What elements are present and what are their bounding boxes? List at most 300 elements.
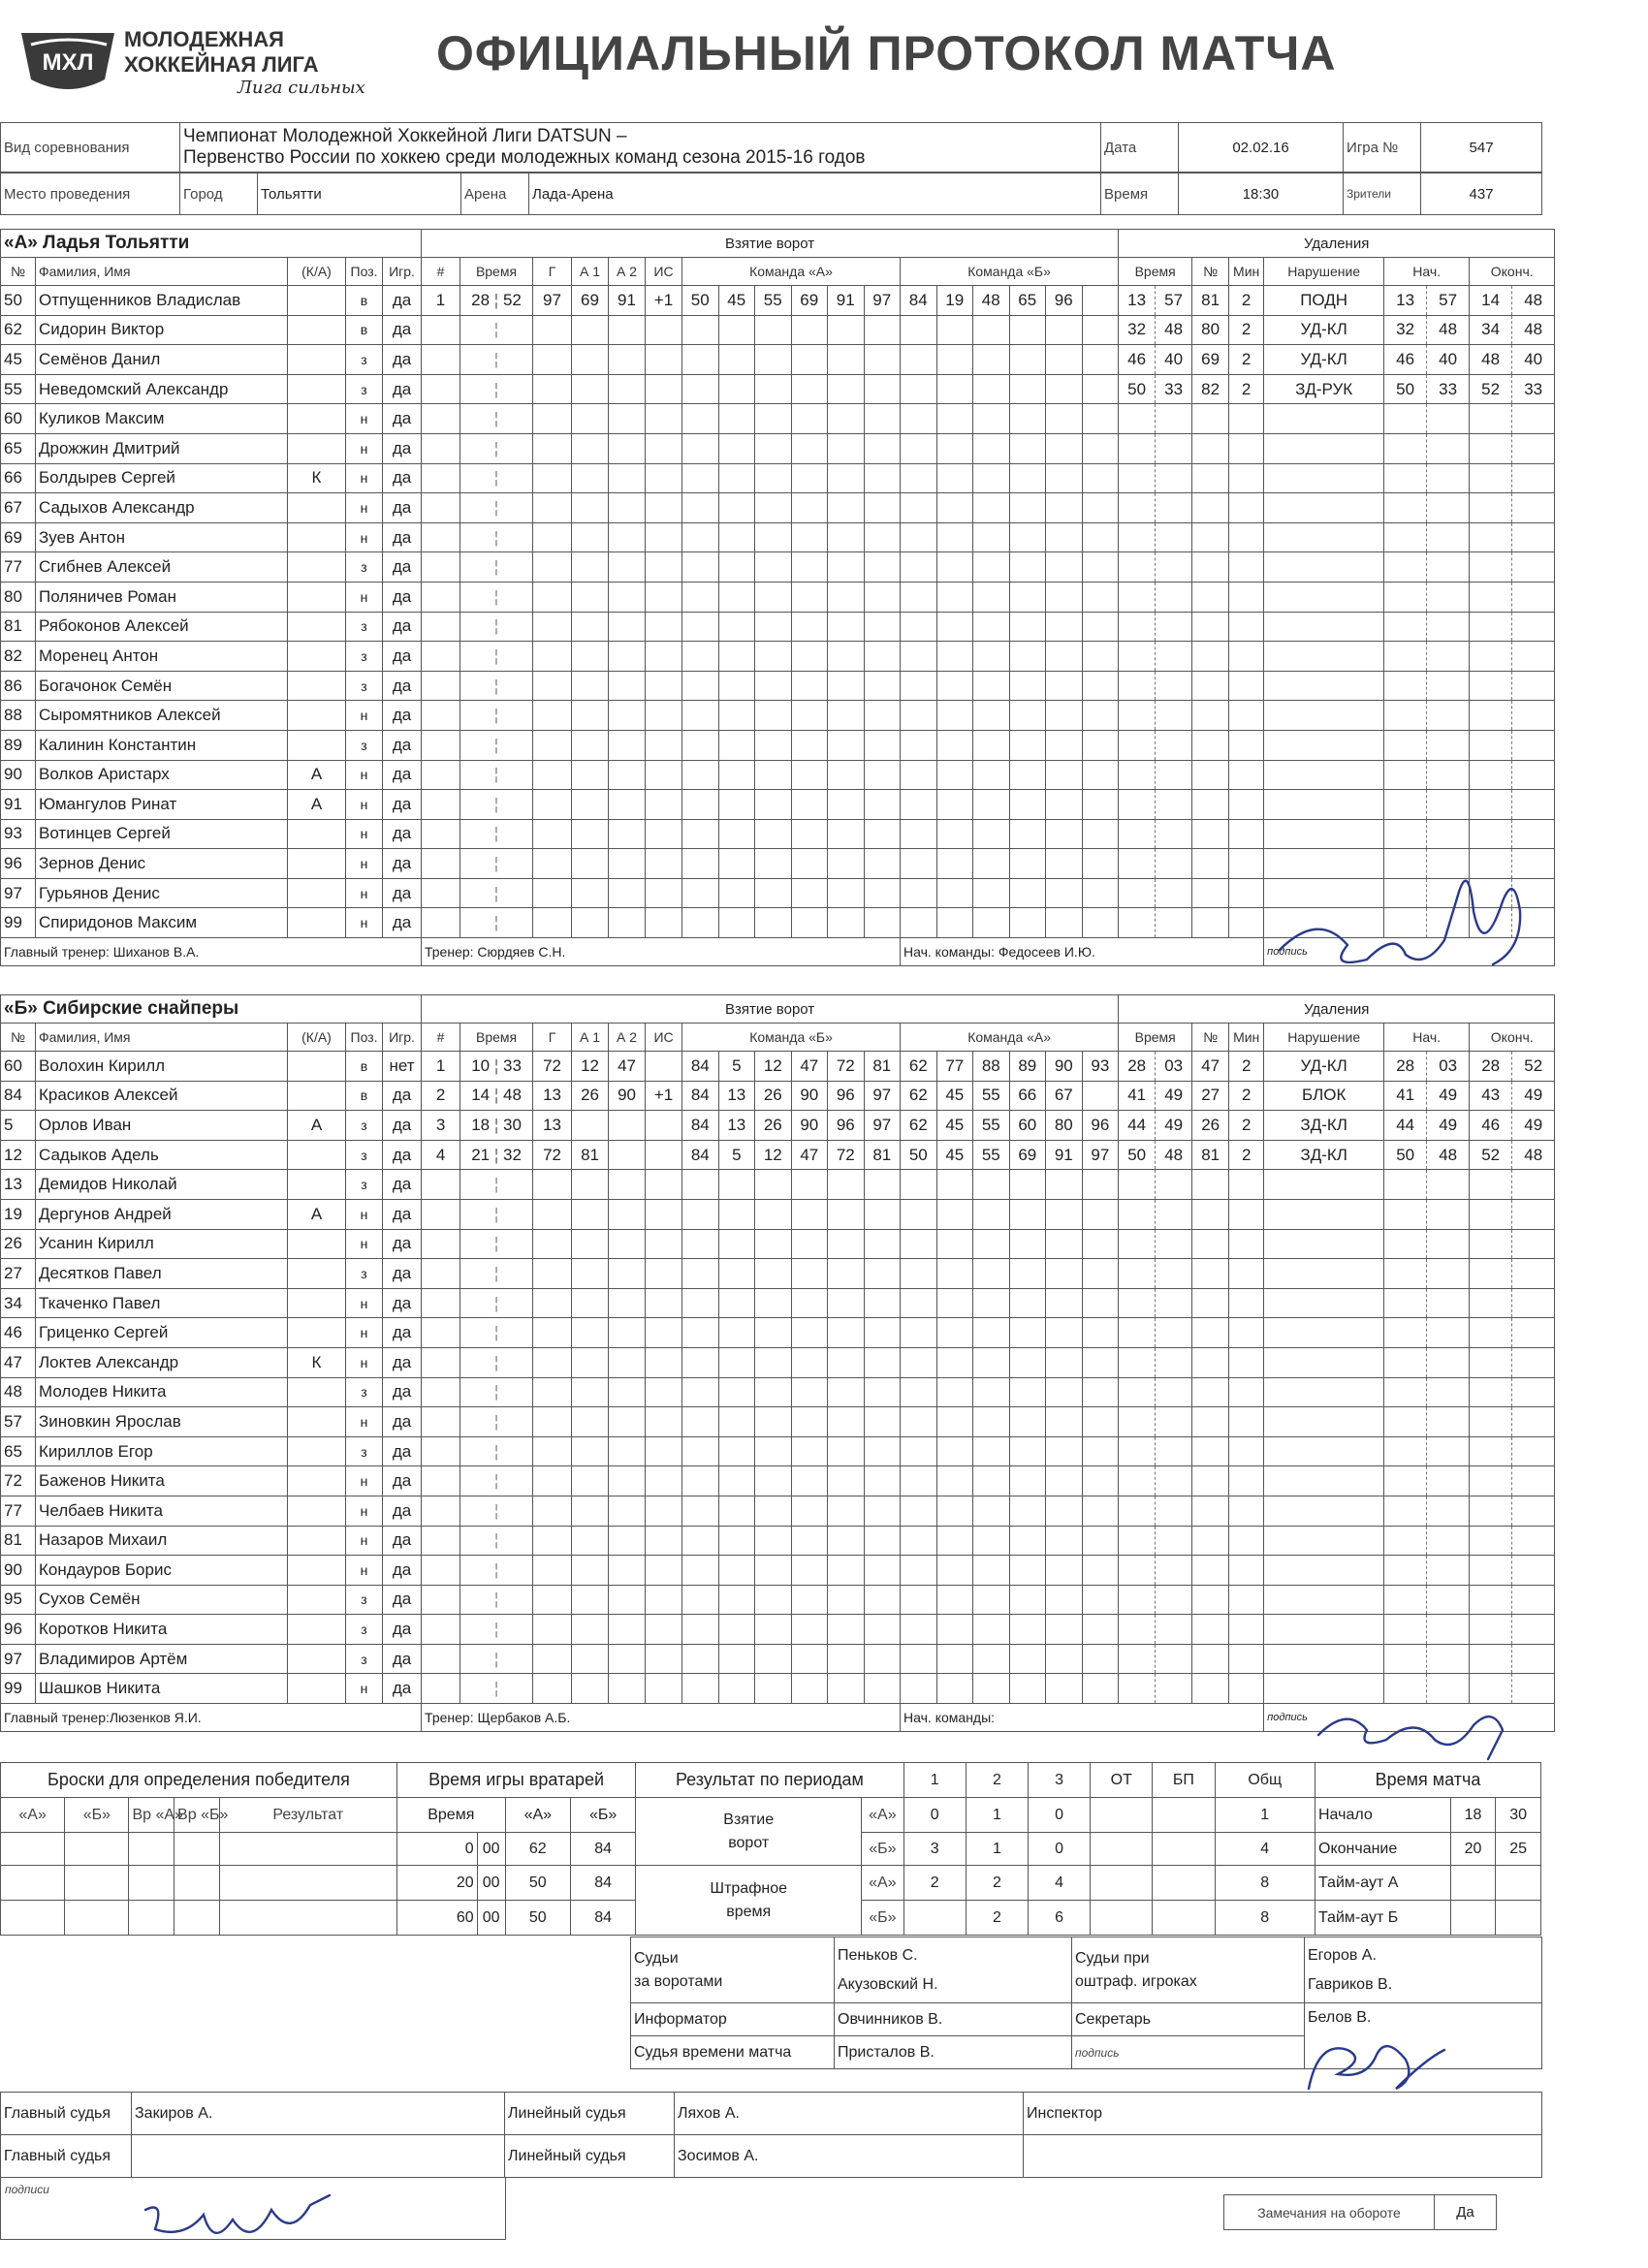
form-cell: Пеньков С. Акузовский Н. [835,1937,1072,2003]
signatures-box: подписи [0,2177,506,2240]
form-cell: 6 [1028,1901,1090,1936]
table-cell [1192,730,1229,760]
table-cell [609,582,646,612]
table-cell: 91 [609,286,646,316]
table-cell [572,493,609,523]
form-cell: 2 [903,1866,966,1901]
table-cell [1229,1288,1264,1318]
spectators-value: 437 [1421,173,1542,215]
table-cell [1082,1615,1119,1645]
table-cell [936,1585,973,1615]
form-cell: 50 [505,1866,570,1901]
table-cell: з [346,1436,383,1466]
table-cell: ¦ [460,1615,533,1645]
table-cell: Отпущенников Владислав [36,286,288,316]
table-cell [1046,463,1083,493]
table-cell [1427,701,1470,731]
table-cell [828,612,865,642]
table-cell [1427,1585,1470,1615]
player-row [1,1318,1555,1348]
table-cell: 84 [682,1111,719,1141]
table-cell [936,849,973,879]
table-cell: ¦ [460,849,533,879]
table-cell [828,908,865,938]
table-cell [973,1585,1010,1615]
table-cell: Семёнов Данил [36,345,288,375]
form-cell [1153,1798,1215,1833]
table-cell: Сухов Семён [36,1585,288,1615]
table-cell [864,1407,901,1437]
table-cell [1384,1288,1427,1318]
table-cell [1192,1674,1229,1704]
table-cell [1156,1170,1192,1200]
table-cell [572,1496,609,1526]
table-cell: Удаления [1119,230,1555,258]
table-cell: Поз. [346,1024,383,1052]
table-cell [755,345,792,375]
form-cell: «А» [505,1798,570,1833]
table-cell [1082,878,1119,908]
table-cell [1156,552,1192,583]
table-cell [791,612,828,642]
table-cell [533,1199,572,1229]
table-cell [1264,1170,1384,1200]
table-cell [791,1585,828,1615]
table-cell: з [346,552,383,583]
table-cell [646,730,682,760]
table-cell [288,374,346,404]
table-cell [1229,819,1264,849]
table-cell [718,1170,755,1200]
table-cell: 28 [1470,1052,1512,1082]
table-cell: 80 [1,582,36,612]
table-cell: Нач. команды: [901,1704,1264,1732]
table-cell: УД-КЛ [1264,315,1384,345]
table-cell [1384,1318,1427,1348]
table-cell [1264,493,1384,523]
table-cell [533,730,572,760]
table-cell [755,878,792,908]
form-cell: 1 [966,1798,1028,1833]
table-cell [1427,790,1470,820]
table-cell: Десятков Павел [36,1259,288,1289]
table-cell [682,1466,719,1496]
table-cell [288,1081,346,1111]
player-row [1,315,1555,345]
table-cell: Г [533,1024,572,1052]
table-cell [609,730,646,760]
table-cell [936,1674,973,1704]
table-cell [1470,671,1512,701]
table-cell [1470,582,1512,612]
table-cell: 66 [1,463,36,493]
table-cell [646,612,682,642]
table-cell [755,701,792,731]
table-cell: Взятие ворот [422,230,1119,258]
table-cell [422,1644,460,1674]
table-cell: 50 [1119,374,1156,404]
table-cell: ¦ [460,730,533,760]
table-cell [936,819,973,849]
table-cell: 84 [901,286,937,316]
table-cell [1427,730,1470,760]
table-cell [828,1347,865,1377]
table-cell [572,908,609,938]
table-cell [646,1259,682,1289]
table-cell: Зуев Антон [36,522,288,552]
spectators-label: Зрители [1344,173,1421,215]
table-cell: 48 [1156,1140,1192,1170]
table-cell [828,760,865,790]
table-cell: 67 [1,493,36,523]
table-cell [609,374,646,404]
table-cell [609,1111,646,1141]
table-cell: 81 [572,1140,609,1170]
table-cell [901,1556,937,1586]
table-cell [422,878,460,908]
table-cell [1427,1199,1470,1229]
form-cell: Линейный судья [505,2135,675,2178]
table-cell [572,760,609,790]
table-cell [1264,433,1384,463]
table-cell [682,552,719,583]
form-cell: 0 [903,1798,966,1833]
player-row [1,582,1555,612]
table-cell [1384,552,1427,583]
city-label: Город [180,173,258,215]
table-cell [936,642,973,672]
table-cell [1119,612,1156,642]
player-row [1,819,1555,849]
table-cell [1427,522,1470,552]
table-cell: 26 [572,1081,609,1111]
table-cell [1229,1496,1264,1526]
player-row [1,1259,1555,1289]
page-title: ОФИЦИАЛЬНЫЙ ПРОТОКОЛ МАТЧА [436,26,1337,80]
table-cell: з [346,1615,383,1645]
table-cell [1119,1229,1156,1259]
table-cell [1046,849,1083,879]
table-cell [1384,1526,1427,1556]
table-cell: УД-КЛ [1264,1052,1384,1082]
table-cell [936,1466,973,1496]
table-cell [288,878,346,908]
table-cell [936,1377,973,1407]
table-cell [1470,1199,1512,1229]
form-cell: Овчинников В. [835,2003,1072,2036]
table-cell [1156,642,1192,672]
form-cell [132,2135,505,2178]
table-cell [1470,1407,1512,1437]
table-cell [1264,1436,1384,1466]
table-cell [1192,552,1229,583]
table-cell [422,552,460,583]
table-cell [973,730,1010,760]
table-cell [828,1288,865,1318]
table-cell [288,1585,346,1615]
table-cell: 72 [828,1140,865,1170]
table-cell [1119,819,1156,849]
table-cell [1082,1318,1119,1348]
table-cell: 1 [422,286,460,316]
table-cell [1046,315,1083,345]
table-cell [682,433,719,463]
arena-value: Лада-Арена [529,173,1101,215]
table-cell: 28 ¦ 52 [460,286,533,316]
venue-label: Место проведения [1,173,180,215]
table-cell [288,1229,346,1259]
table-cell: ¦ [460,760,533,790]
table-cell [422,433,460,463]
table-cell [572,345,609,375]
table-cell [1156,1615,1192,1645]
table-cell [864,1377,901,1407]
referees-block [0,2092,1542,2178]
table-cell [791,760,828,790]
table-cell [1427,1526,1470,1556]
table-cell [646,1377,682,1407]
table-cell [1046,1526,1083,1556]
table-cell [828,819,865,849]
table-cell: 13 [533,1111,572,1141]
mhl-logo-badge [17,27,118,99]
table-cell: Команда «Б» [682,1024,901,1052]
form-cell: Тайм-аут А [1315,1866,1451,1901]
table-cell: да [383,1585,422,1615]
table-cell [936,552,973,583]
table-cell [1046,760,1083,790]
table-cell: 14 [1470,286,1512,316]
table-cell: н [346,1199,383,1229]
table-cell [1192,819,1229,849]
table-cell [1009,878,1046,908]
form-cell: «Б» [862,1833,903,1866]
table-cell [1512,493,1555,523]
table-cell: да [383,1170,422,1200]
table-cell [901,1318,937,1348]
form-cell: 84 [570,1833,635,1866]
table-cell [1009,1377,1046,1407]
table-cell [1009,671,1046,701]
table-cell [1082,1407,1119,1437]
form-cell: 1 [966,1833,1028,1866]
table-cell: 13 [718,1111,755,1141]
table-cell: Нач. [1384,258,1470,286]
table-cell [1229,1170,1264,1200]
player-row [1,433,1555,463]
table-cell [864,908,901,938]
table-cell [572,790,609,820]
table-cell: да [383,908,422,938]
table-cell [572,1526,609,1556]
table-cell [1192,701,1229,731]
table-cell [646,1052,682,1082]
table-cell [718,1377,755,1407]
table-cell: Владимиров Артём [36,1644,288,1674]
table-cell [791,878,828,908]
table-cell [1264,1556,1384,1586]
table-cell: ¦ [460,522,533,552]
table-cell [901,612,937,642]
table-cell [1470,760,1512,790]
form-cell [1024,2135,1542,2178]
arena-label: Арена [461,173,529,215]
table-cell [755,1199,792,1229]
table-cell [422,1347,460,1377]
table-cell: Время [1119,258,1192,286]
table-cell: А [288,1111,346,1141]
table-cell [1512,1288,1555,1318]
table-cell [828,1526,865,1556]
table-cell: 80 [1192,315,1229,345]
table-cell: 48 [1156,315,1192,345]
form-cell [129,1833,174,1866]
table-cell [828,345,865,375]
form-cell: «Б» [65,1798,129,1833]
table-cell: 2 [1229,286,1264,316]
table-cell [1427,671,1470,701]
table-cell: н [346,582,383,612]
table-cell [682,345,719,375]
date-value: 02.02.16 [1179,123,1344,173]
table-cell [718,1288,755,1318]
table-cell [1046,1585,1083,1615]
table-cell: н [346,1496,383,1526]
table-cell [1229,701,1264,731]
table-cell [422,819,460,849]
table-cell [901,315,937,345]
table-cell [828,493,865,523]
table-cell [1264,1615,1384,1645]
table-cell [1119,642,1156,672]
table-cell [1082,701,1119,731]
form-cell: Судья времени матча [631,2036,835,2069]
table-cell [864,1496,901,1526]
table-cell [1470,1318,1512,1348]
table-cell [609,1140,646,1170]
table-cell: н [346,1288,383,1318]
table-cell [864,878,901,908]
player-row [1,701,1555,731]
form-cell: 20 [1450,1833,1496,1866]
table-cell [973,1199,1010,1229]
table-cell [901,642,937,672]
game-number: 547 [1421,123,1542,173]
table-cell [1470,1585,1512,1615]
table-cell: Команда «Б» [901,258,1119,286]
table-cell [1384,1585,1427,1615]
table-cell: 34 [1,1288,36,1318]
table-cell: ¦ [460,1259,533,1289]
table-cell: Вотинцев Сергей [36,819,288,849]
table-cell: 90 [609,1081,646,1111]
team-b-signature [1299,1686,1522,1764]
table-cell [936,345,973,375]
table-cell: 96 [1,849,36,879]
table-cell [901,374,937,404]
table-cell [533,1170,572,1200]
table-cell [1470,1377,1512,1407]
table-cell [864,760,901,790]
table-cell [682,582,719,612]
table-cell [901,849,937,879]
table-cell [572,1466,609,1496]
table-cell: 48 [1427,1140,1470,1170]
table-cell [1009,1674,1046,1704]
table-cell [572,433,609,463]
table-cell [288,1170,346,1200]
table-cell: Удаления [1119,995,1555,1024]
table-cell [973,1170,1010,1200]
table-cell [864,1466,901,1496]
table-cell [1156,1436,1192,1466]
table-cell [1229,908,1264,938]
table-cell [1119,404,1156,434]
table-cell [646,1288,682,1318]
table-cell [755,315,792,345]
player-row [1,1496,1555,1526]
table-cell [936,463,973,493]
table-cell: Оконч. [1470,1024,1555,1052]
table-cell: н [346,493,383,523]
table-cell: 60 [1009,1111,1046,1141]
form-cell: Инспектор [1024,2093,1542,2135]
table-cell: 26 [1192,1111,1229,1141]
table-cell [1156,878,1192,908]
table-cell [936,790,973,820]
table-cell [828,1556,865,1586]
table-cell [609,552,646,583]
table-cell [1082,760,1119,790]
table-cell [609,1496,646,1526]
form-cell: 8 [1215,1866,1315,1901]
table-cell: 33 [1156,374,1192,404]
table-cell [901,1436,937,1466]
table-cell: 50 [1119,1140,1156,1170]
table-cell [1192,1436,1229,1466]
form-cell [174,1901,220,1936]
table-cell [1156,1229,1192,1259]
table-cell [288,1318,346,1348]
table-header-row [1,230,1555,258]
table-cell [718,522,755,552]
table-cell [533,345,572,375]
table-cell [1156,790,1192,820]
player-row [1,1111,1555,1141]
table-cell [901,552,937,583]
form-cell [1091,1833,1153,1866]
table-cell [682,701,719,731]
form-cell [1091,1866,1153,1901]
table-cell: 48 [973,286,1010,316]
table-cell [1046,1199,1083,1229]
table-cell [1264,582,1384,612]
table-cell [718,345,755,375]
table-cell: Усанин Кирилл [36,1229,288,1259]
table-cell [864,1556,901,1586]
form-cell: 00 [477,1866,505,1901]
form-cell: Присталов В. [835,2036,1072,2069]
form-cell [1153,1901,1215,1936]
table-cell [901,1615,937,1645]
table-cell [1512,433,1555,463]
player-row [1,1436,1555,1466]
table-cell [1512,1436,1555,1466]
match-header [0,122,1542,173]
table-cell [533,760,572,790]
table-cell [1264,522,1384,552]
table-cell [1384,1496,1427,1526]
